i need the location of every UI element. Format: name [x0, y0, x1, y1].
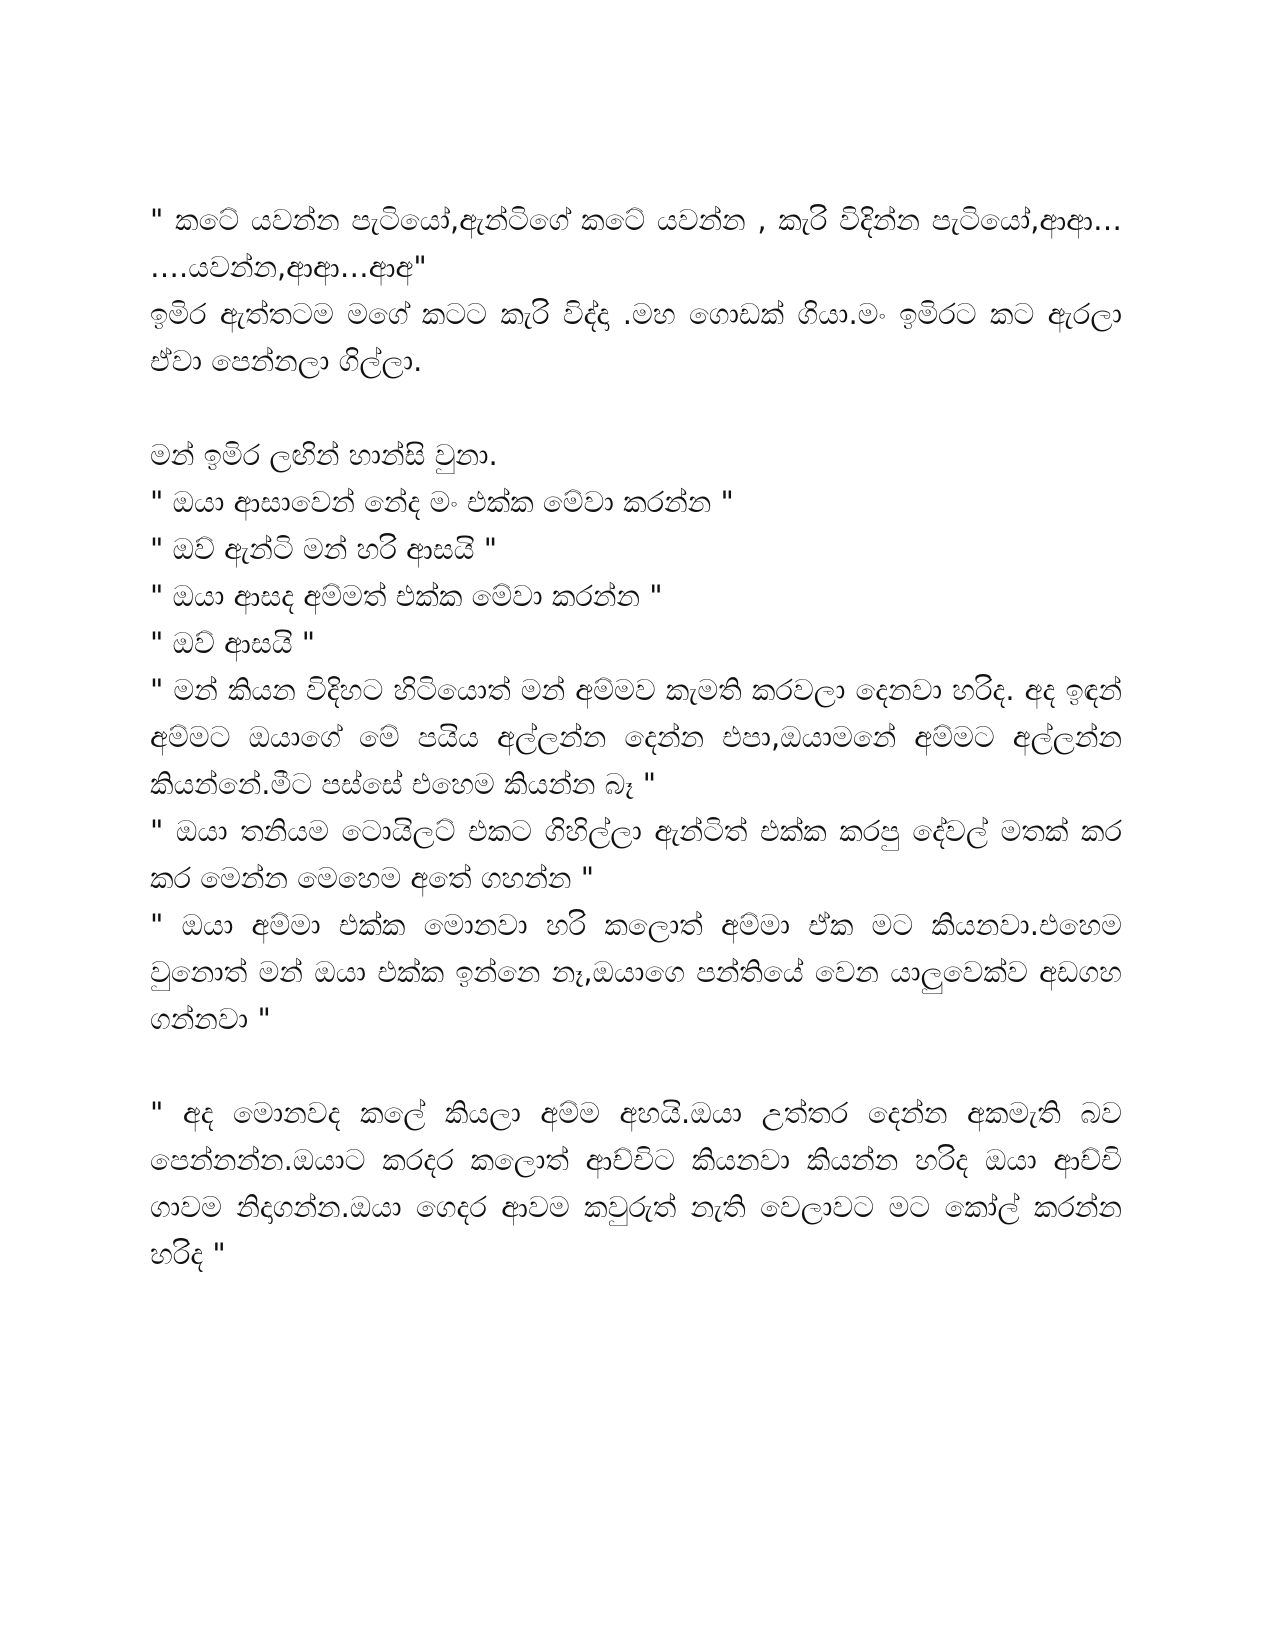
dialogue-line: " ඔයා තනියම ටොයිලට් එකට ගිහිල්ලා ඇන්ටිත් එක්ක කරපු දේවල් මතක් කර කර මෙන්න මෙහෙම අතේ ගහන්න ": [150, 814, 1122, 895]
paragraph: ඉමිර ඇත්තටම මගේ කටට කැරි විද්දා .මහ ගොඩක් ගියා.මං ඉමිරට කට ඇරලා ඒවා පෙන්නලා ගිල්ලා.: [150, 297, 1122, 378]
paragraph: " කටේ යවන්න පැටියෝ,ඇන්ටිගේ කටේ යවන්න , කැරි විදින්න පැටියෝ,ආආ… ….යවන්න,ආආ…ආඅ": [150, 203, 1122, 284]
paragraph-spacer: [150, 1043, 1122, 1090]
dialogue-line: " ඔව් ඇන්ටි මන් හරි ආසයි ": [150, 532, 498, 566]
dialogue-line: " ඔයා ආසාවෙන් නේද මං එක්ක මේවා කරන්න ": [150, 485, 734, 519]
dialogue-line: " මන් කියන විදිහට හිටියොත් මන් අම්මව කැමති කරවලා දෙනවා හරිද. අද ඉඳන් අම්මට ඔයාගේ මේ පයිය අල්ලන්න දෙන්න එපා,ඔයාමනේ අම්මට අල්ලන්න කියන්නේ.මීට පස්සේ එහෙම කියන්න බෑ ": [150, 673, 1122, 801]
paragraph-spacer: [150, 385, 1122, 432]
dialogue-line: " අද මොනවද කලේ කියලා අම්ම අහයි.ඔයා උත්තර දෙන්න අකමැති බව පෙන්නන්න.ඔයාට කරදර කලොත් ආච්චිට කියනවා කියන්න හරිද ඔයා ආච්චි ගාවම නිදාගන්න.ඔයා ගෙදර ආවම කවුරුත් නැති වෙලාවට මට කෝල් කරන්න හරිද ": [150, 1096, 1122, 1271]
document-body: [150, 197, 1122, 1278]
dialogue-line: " ඔයා ආසද අම්මත් එක්ක මේවා කරන්න ": [150, 579, 663, 613]
dialogue-line: " ඔව් ආසයි ": [150, 626, 316, 660]
dialogue-line: " ඔයා අම්මා එක්ක මොනවා හරි කලොත් අම්මා ඒක මට කියනවා.එහෙම වුනොත් මන් ඔයා එක්ක ඉන්නෙ නෑ,ඔයාගෙ පන්තියේ වෙන යාලුවෙක්ව අඩගහ ගන්නවා ": [150, 908, 1122, 1036]
paragraph: මන් ඉමිර ලඟින් හාන්සි වුනා.: [150, 438, 498, 472]
